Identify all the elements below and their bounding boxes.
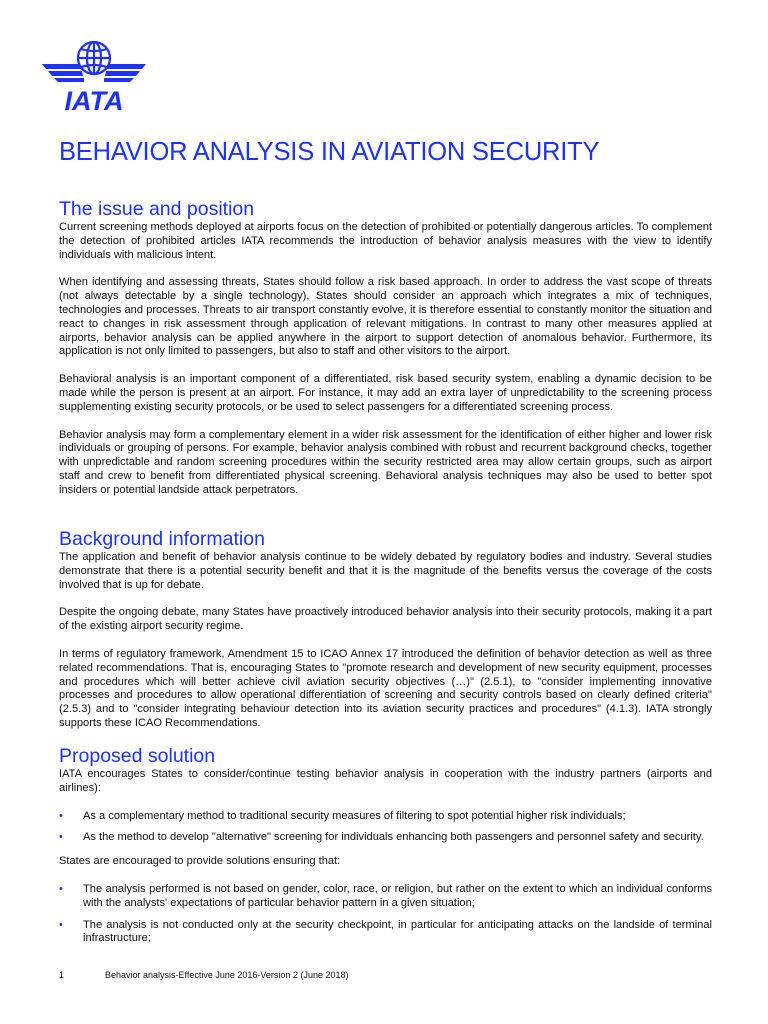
section-heading-solution: Proposed solution — [59, 745, 216, 767]
list-item-text: The analysis is not conducted only at the security checkpoint, in particular for anticipating attacks on the landside of terminal infrastructure; — [83, 918, 712, 945]
section-heading-background: Background information — [59, 528, 265, 550]
page-title: BEHAVIOR ANALYSIS IN AVIATION SECURITY — [59, 138, 600, 166]
paragraph: When identifying and assessing threats, States should follow a risk based approach. In order to address the vast scope of threats (not always detectable by a single technology), States should consider an approach which integrates a mix of techniques, technologies and processes. Threats to air transport constantly evolve, it is therefore essential to constantly monitor the situation and react to changes in risk assessment through application of relevant mitigations. In contrast to many other measures applied at airports, behavior analysis can be applied anywhere in the airport to support detection of anomalous behavior. Furthermore, its application is not only limited to passengers, but also to staff and other visitors to the airport. — [59, 276, 712, 358]
list-item — [59, 919, 712, 947]
section-background — [59, 529, 712, 745]
bullet-list — [59, 810, 712, 846]
page-number: 1 — [59, 970, 65, 980]
section-issue — [59, 199, 712, 512]
bullet-icon: • — [59, 831, 63, 844]
list-item — [59, 810, 712, 824]
section-heading-issue: The issue and position — [59, 198, 255, 220]
section-solution — [59, 746, 712, 956]
list-item-text: As the method to develop "alternative" screening for individuals enhancing both passengers and personnel safety and security. — [83, 831, 704, 844]
paragraph: IATA encourages States to consider/continue testing behavior analysis in cooperation with the industry partners (airports and airlines): — [59, 768, 712, 794]
list-item — [59, 831, 712, 845]
paragraph: Behavior analysis may form a complementary element in a wider risk assessment for the identification of either higher and lower risk individuals or grouping of persons. For example, behavior analysis combined with robust and recurrent background checks, together with unpredictable and random screening procedures within the security restricted area may allow certain groups, such as airport staff and crew to benefit from differentiated physical screening. Behavioral analysis techniques may also be used to better spot insiders or potential landside attack perpetrators. — [59, 428, 712, 496]
list-item — [59, 883, 712, 911]
bullet-icon: • — [59, 882, 63, 895]
list-item-text: As a complementary method to traditional security measures of filtering to spot potential higher risk individuals; — [83, 809, 626, 822]
paragraph: Current screening methods deployed at airports focus on the detection of prohibited or potentially dangerous articles. To complement the detection of prohibited articles IATA recommends the introduction of behavior analysis measures with the view to identify individuals with malicious intent. — [59, 221, 712, 261]
paragraph: Despite the ongoing debate, many States have proactively introduced behavior analysis into their security protocols, making it a part of the existing airport security regime. — [59, 606, 712, 633]
page-footer — [59, 970, 348, 980]
paragraph: Behavioral analysis is an important component of a differentiated, risk based security system, enabling a dynamic decision to be made while the person is present at an airport. For instance, it may add an extra layer of unpredictability to the screening process supplementing existing security protocols, or be used to select passengers for a differentiated screening process. — [59, 373, 712, 413]
logo-text: IATA — [64, 86, 124, 114]
bullet-icon: • — [59, 809, 63, 822]
paragraph: In terms of regulatory framework, Amendment 15 to ICAO Annex 17 introduced the definition of behavior detection as well as three related recommendations. That is, encouraging States to "promote research and development of new security equipment, processes and procedures which will better achieve civil aviation security objectives (…)" (2.5.1), to "consider implementing innovative processes and procedures to allow operational differentiation of screening and security controls based on clearly defined criteria" (2.5.3) and to "consider integrating behaviour detection into its aviation security practices and procedures" (4.1.3). IATA strongly supports these ICAO Recommendations. — [59, 647, 712, 729]
bullet-list — [59, 883, 712, 946]
list-item-text: The analysis performed is not based on gender, color, race, or religion, but rather on the extent to which an individual conforms with the analysts' expectations of particular behavior pattern in a given situation; — [83, 882, 712, 909]
iata-logo — [40, 38, 148, 114]
paragraph: States are encouraged to provide solutions ensuring that: — [59, 855, 341, 868]
bullet-icon: • — [59, 918, 63, 931]
paragraph: The application and benefit of behavior analysis continue to be widely debated by regulatory bodies and industry. Several studies demonstrate that there is a potential security benefit and that it is the magnitude of the benefits versus the coverage of the costs involved that is up for debate. — [59, 551, 712, 591]
footer-text: Behavior analysis-Effective June 2016-Version 2 (June 2018) — [105, 970, 349, 980]
